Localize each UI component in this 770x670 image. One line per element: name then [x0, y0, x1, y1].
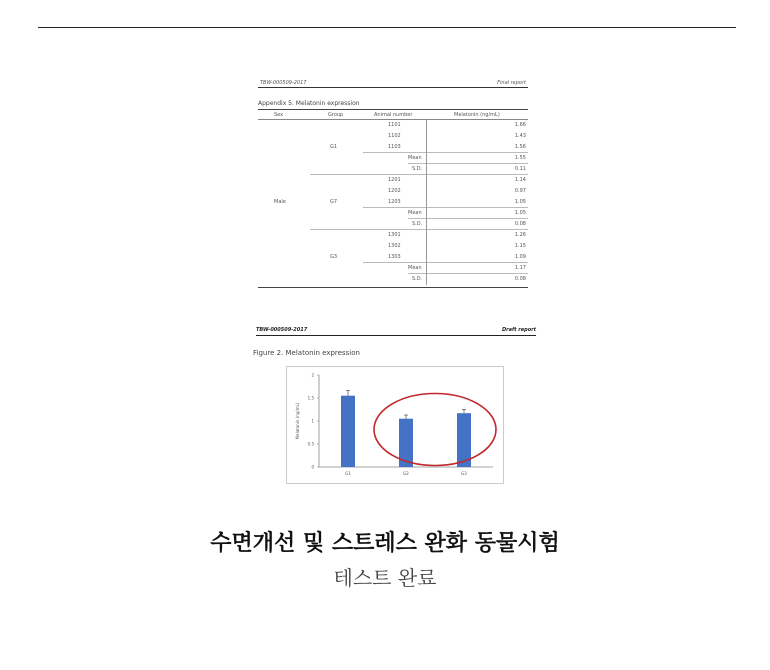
y-tick-label: 1	[311, 418, 314, 424]
headline-subtitle: 테스트 완료	[333, 566, 437, 590]
animal-id: 1101	[388, 122, 401, 128]
melatonin-value: 1.43	[514, 133, 526, 139]
group-divider	[310, 174, 528, 175]
top-divider	[38, 27, 736, 28]
sd-label: S.D.	[412, 276, 423, 282]
figure-caption: Figure 2. Melatonin expression	[253, 349, 360, 357]
melatonin-value: 0.97	[514, 188, 526, 194]
header-rule	[256, 335, 536, 336]
sd-label: S.D.	[412, 221, 423, 227]
y-axis-label: Melatonin (ng/mL)	[295, 402, 300, 440]
row-divider	[363, 262, 528, 263]
melatonin-value: 1.26	[514, 232, 526, 238]
row-divider	[363, 207, 528, 208]
doc-code: TBW-000509-2017	[256, 327, 308, 333]
animal-id: 1302	[388, 243, 401, 249]
melatonin-value: 1.14	[514, 177, 526, 183]
sd-value: 0.08	[514, 276, 526, 282]
melatonin-value: 1.05	[514, 199, 526, 205]
y-tick-label: 0.5	[307, 441, 314, 447]
x-tick-label: G2	[403, 471, 409, 476]
table-caption: Appendix 5. Melatonin expression	[258, 100, 360, 107]
figure-doc-header	[256, 326, 536, 335]
x-tick-label: G1	[345, 471, 351, 476]
table-doc-header	[258, 79, 528, 88]
group-divider	[310, 229, 528, 230]
sex-label: Male	[274, 198, 286, 205]
mean-value: 1.17	[514, 265, 526, 271]
figure-document	[253, 326, 536, 476]
doc-code: TBW-000509-2017	[260, 80, 307, 86]
report-type: Final report	[497, 80, 526, 86]
mean-value: 1.05	[514, 210, 526, 216]
chart-svg	[287, 367, 503, 483]
sd-label: S.D.	[412, 166, 423, 172]
sd-value: 0.08	[514, 221, 526, 227]
group-label: G7	[330, 198, 338, 205]
appendix-table-document	[258, 79, 528, 288]
report-type: Draft report	[501, 327, 536, 333]
animal-id: 1303	[388, 254, 401, 260]
mean-value: 1.55	[514, 155, 526, 161]
melatonin-chart	[286, 366, 504, 484]
bar	[341, 396, 355, 467]
table-header-row	[258, 110, 528, 120]
melatonin-value: 1.15	[514, 243, 526, 249]
col-animal-number: Animal number	[374, 112, 413, 118]
y-tick-label: 0	[311, 464, 314, 470]
animal-id: 1103	[388, 144, 401, 150]
mean-label: Mean	[408, 265, 422, 271]
col-sex: Sex	[274, 112, 284, 118]
highlight-ellipse	[374, 394, 496, 466]
melatonin-value: 1.09	[514, 254, 526, 260]
x-tick-label: G3	[461, 471, 467, 476]
group-label: G1	[330, 143, 338, 150]
headline-title: 수면개선 및 스트레스 완화 동물시험	[210, 531, 560, 556]
row-divider	[363, 152, 528, 153]
melatonin-value: 1.66	[514, 122, 526, 128]
animal-id: 1203	[388, 199, 401, 205]
y-tick-label: 1.5	[307, 395, 314, 401]
animal-id: 1102	[388, 133, 401, 139]
animal-id: 1201	[388, 177, 401, 183]
melatonin-value: 1.56	[514, 144, 526, 150]
mean-label: Mean	[408, 155, 422, 161]
animal-id: 1301	[388, 232, 401, 238]
mean-label: Mean	[408, 210, 422, 216]
sd-value: 0.11	[514, 166, 526, 172]
melatonin-table	[258, 109, 528, 288]
group-label: G3	[330, 253, 338, 260]
y-tick-label: 2	[311, 372, 314, 378]
col-group: Group	[328, 112, 344, 118]
column-divider	[426, 120, 427, 285]
animal-id: 1202	[388, 188, 401, 194]
col-melatonin: Melatonin (ng/mL)	[454, 112, 500, 118]
